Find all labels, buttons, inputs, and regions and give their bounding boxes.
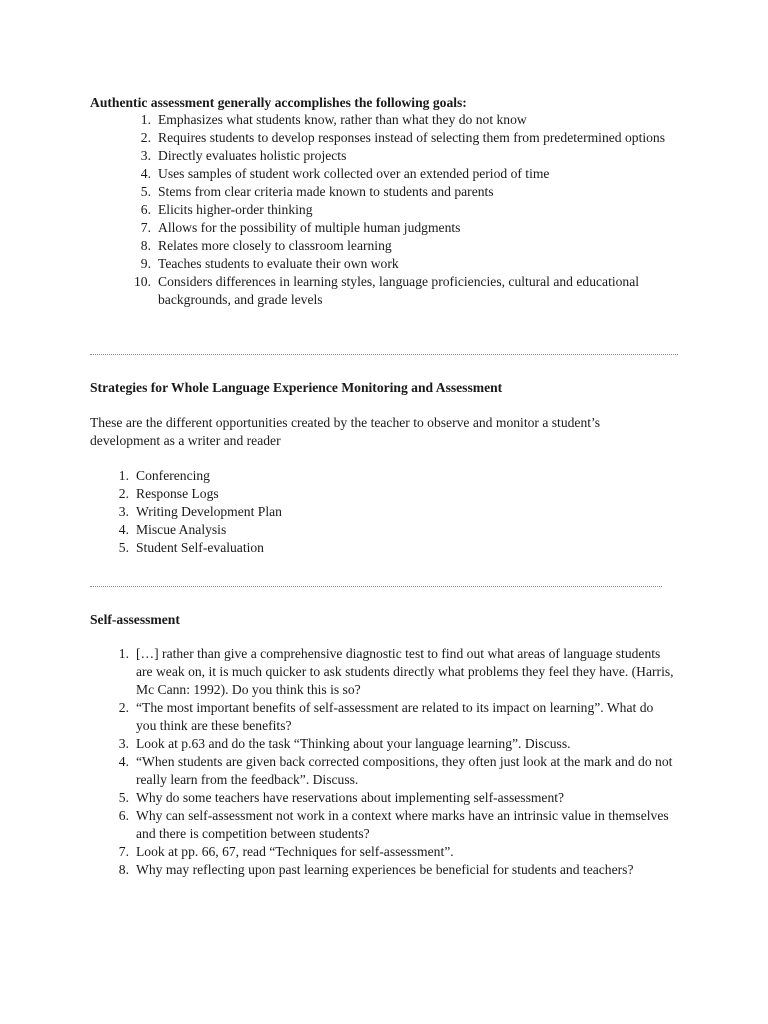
dotted-divider <box>90 354 678 355</box>
item-number: 10. <box>134 274 151 289</box>
list-item <box>110 753 675 789</box>
item-text: Relates more closely to classroom learning <box>158 238 392 253</box>
strategies-intro: These are the different opportunities created by the teacher to observe and monitor a student’s development as a writer and reader <box>90 415 601 448</box>
list-item <box>132 219 677 237</box>
item-text: Emphasizes what students know, rather than what they do not know <box>158 112 527 127</box>
item-text: “When students are given back corrected compositions, they often just look at the mark and do not really learn from the feedback”. Discuss. <box>136 754 673 787</box>
list-item <box>132 255 677 273</box>
item-number: 1. <box>118 646 129 661</box>
dotted-divider <box>90 586 662 587</box>
item-number: 5. <box>118 790 129 805</box>
list-item <box>110 539 510 557</box>
item-number: 4. <box>118 754 129 769</box>
item-number: 3. <box>118 736 129 751</box>
list-item <box>110 699 675 735</box>
item-number: 6. <box>140 202 151 217</box>
item-text: Look at pp. 66, 67, read “Techniques for self-assessment”. <box>136 844 454 859</box>
item-text: Conferencing <box>136 468 210 483</box>
list-item <box>110 645 675 699</box>
list-item <box>132 111 677 129</box>
item-text: Directly evaluates holistic projects <box>158 148 347 163</box>
section-heading-strategies: Strategies for Whole Language Experience Monitoring and Assessment <box>90 380 503 395</box>
strategies-list <box>110 467 510 557</box>
item-text: Writing Development Plan <box>136 504 282 519</box>
item-text: Look at p.63 and do the task “Thinking about your language learning”. Discuss. <box>136 736 571 751</box>
list-item <box>132 129 677 147</box>
item-number: 2. <box>140 130 151 145</box>
list-item <box>110 735 675 753</box>
list-item <box>110 843 675 861</box>
item-text: Why may reflecting upon past learning experiences be beneficial for students and teachers? <box>136 862 634 877</box>
section-heading-goals: Authentic assessment generally accomplishes the following goals: <box>90 95 467 110</box>
item-number: 1. <box>140 112 151 127</box>
list-item <box>132 147 677 165</box>
item-number: 7. <box>140 220 151 235</box>
item-text: Teaches students to evaluate their own work <box>158 256 399 271</box>
list-item <box>110 789 675 807</box>
item-number: 5. <box>118 540 129 555</box>
list-item <box>132 183 677 201</box>
item-number: 9. <box>140 256 151 271</box>
item-text: Elicits higher-order thinking <box>158 202 313 217</box>
item-text: Why can self-assessment not work in a context where marks have an intrinsic value in themselves and there is competition between students? <box>136 808 669 841</box>
item-number: 8. <box>118 862 129 877</box>
item-number: 3. <box>118 504 129 519</box>
item-text: […] rather than give a comprehensive diagnostic test to find out what areas of language students are weak on, it is much quicker to ask students directly what problems they feel they have. (Harris, Mc Cann: 1992). Do you think this is so? <box>136 646 674 697</box>
item-number: 3. <box>140 148 151 163</box>
item-text: Requires students to develop responses instead of selecting them from predetermined options <box>158 130 666 145</box>
item-text: Considers differences in learning styles, language proficiencies, cultural and educational backgrounds, and grade levels <box>158 274 640 307</box>
item-text: Student Self-evaluation <box>136 540 264 555</box>
item-number: 4. <box>118 522 129 537</box>
list-item <box>132 273 677 309</box>
list-item <box>110 521 510 539</box>
item-number: 2. <box>118 700 129 715</box>
item-text: Miscue Analysis <box>136 522 227 537</box>
item-number: 5. <box>140 184 151 199</box>
item-number: 4. <box>140 166 151 181</box>
item-number: 6. <box>118 808 129 823</box>
item-text: Allows for the possibility of multiple human judgments <box>158 220 461 235</box>
item-text: Uses samples of student work collected over an extended period of time <box>158 166 550 181</box>
item-text: “The most important benefits of self-assessment are related to its impact on learning”. What do you think are these benefits? <box>136 700 654 733</box>
item-number: 2. <box>118 486 129 501</box>
list-item <box>110 503 510 521</box>
item-text: Why do some teachers have reservations about implementing self-assessment? <box>136 790 565 805</box>
list-item <box>132 237 677 255</box>
list-item <box>110 807 675 843</box>
goals-list <box>132 111 677 309</box>
item-number: 8. <box>140 238 151 253</box>
list-item <box>132 201 677 219</box>
list-item <box>110 861 675 879</box>
self-assessment-list <box>110 645 675 879</box>
item-text: Response Logs <box>136 486 219 501</box>
item-number: 7. <box>118 844 129 859</box>
list-item <box>110 485 510 503</box>
item-text: Stems from clear criteria made known to students and parents <box>158 184 494 199</box>
section-heading-self-assessment: Self-assessment <box>90 612 180 627</box>
list-item <box>132 165 677 183</box>
list-item <box>110 467 510 485</box>
item-number: 1. <box>118 468 129 483</box>
